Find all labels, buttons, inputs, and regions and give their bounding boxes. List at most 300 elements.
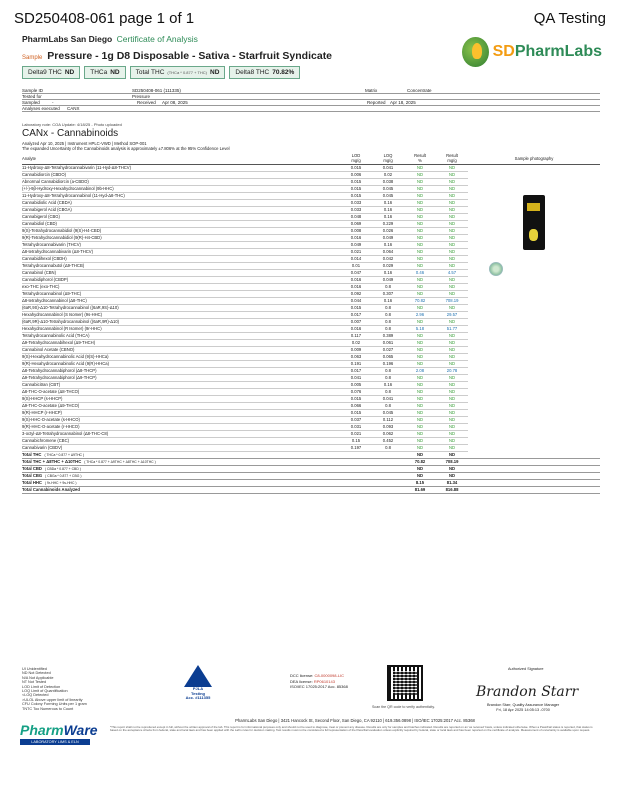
table-row <box>22 311 600 318</box>
analyte-name: (6aR,9R)-Δ10-Tetrahydrocannabinol ((6aR,9R)-Δ10) <box>22 318 340 325</box>
lab-name: PharmLabs San Diego <box>22 34 113 44</box>
result-pct: 5.18 <box>404 325 436 332</box>
analyte-name: Cannabidiolic Acid (CBDA) <box>22 199 340 206</box>
table-row <box>22 304 600 311</box>
table-row <box>22 241 600 248</box>
result-pct: ND <box>404 276 436 283</box>
result-pct: ND <box>404 283 436 290</box>
dea-number: RP0610143 <box>313 678 335 684</box>
qr-caption: Scan the QR code to verify authenticity. <box>372 705 435 709</box>
photo-cell <box>468 269 600 276</box>
lod-value: 0.015 <box>340 304 372 311</box>
signature-heading: Authorized Signature <box>508 667 544 671</box>
pharmware-text-a: Pharm <box>20 722 64 738</box>
loq-value: 0.064 <box>372 248 404 255</box>
result-pct: ND <box>404 437 436 444</box>
legend-item: LOQ Limit of Quantification <box>22 689 68 694</box>
result-pct: ND <box>404 346 436 353</box>
total-pct: 8.15 <box>404 479 436 486</box>
photo-cell <box>468 395 600 402</box>
analyte-name: Tetrahydrocannabinol (Δ9-THC) <box>22 290 340 297</box>
result-mg: ND <box>436 374 468 381</box>
sample-photo-product <box>523 195 545 250</box>
loq-value: 0.16 <box>372 213 404 220</box>
lod-value: 0.008 <box>340 227 372 234</box>
loq-value: 0.8 <box>372 374 404 381</box>
photo-cell <box>468 479 600 486</box>
result-pct: ND <box>404 206 436 213</box>
tested-for-value: Pressure <box>132 94 151 99</box>
loq-value: 0.8 <box>372 325 404 332</box>
result-mg: ND <box>436 339 468 346</box>
total-name: Total Cannabinoids Analyzed <box>22 486 80 492</box>
table-row <box>22 283 600 290</box>
empty-cell <box>372 486 404 493</box>
footer-disclaimer: *This report shall not be reproduced except in full, without the written approval of the lab. This report is for informational purposes only and should not be used to diagnose, treat or prevent any disease. Results are only for samples and batches indicated. Results are reported on an 'as received' basis, unless indicated otherwise. When a Pass/Fail status is reported, that status is based on the acceptance criteria from federal, state and local laws and has been applied with the Lab's rules for decision making. Test results must not be considered a full representation of the Pass/Fail evaluation unless explicitly required by federal, state or local laws and has been reported on the certificate of analysis. Measurement of uncertainty is available upon request. <box>110 725 593 733</box>
logo-text-pharmlabs: PharmLabs <box>514 43 602 60</box>
analyte-name: Cannabinol Acetate (CBNO) <box>22 346 340 353</box>
table-row <box>22 290 600 297</box>
pjla-line: Testing <box>191 690 205 696</box>
result-pct: ND <box>404 255 436 262</box>
badge-delta8-thc <box>229 66 300 79</box>
total-row <box>22 479 600 486</box>
analyses-value: CANX <box>67 106 80 111</box>
total-mg: 816.88 <box>436 486 468 493</box>
col-result-mg <box>436 154 468 164</box>
analyte-name: Cannabigerol (CBG) <box>22 213 340 220</box>
loq-value: 0.307 <box>372 290 404 297</box>
loq-value: 0.027 <box>372 346 404 353</box>
result-mg: ND <box>436 255 468 262</box>
table-row <box>22 374 600 381</box>
lod-value: 0.092 <box>340 290 372 297</box>
result-mg: ND <box>436 248 468 255</box>
sample-info <box>22 88 600 112</box>
analyte-name: Hexahydrocannabinol (S Isomer) (9s-HHC) <box>22 311 340 318</box>
result-pct: ND <box>404 360 436 367</box>
logo-text-sd: SD <box>492 43 515 60</box>
total-formula: ( THCa * 0.877 + Δ9THC ) <box>44 452 85 457</box>
analyte-name: 9(R)-HHC-O-acetate (r-HHCO) <box>22 423 340 430</box>
photo-cell <box>468 451 600 458</box>
lod-value: 0.047 <box>340 269 372 276</box>
pharmware-logo <box>20 722 98 745</box>
info-label: Matrix <box>365 88 378 93</box>
lod-value: 0.015 <box>340 178 372 185</box>
product-line <box>22 50 332 62</box>
photo-cell <box>468 374 600 381</box>
result-mg: ND <box>436 360 468 367</box>
photo-cell <box>468 262 600 269</box>
lod-value: 0.016 <box>340 276 372 283</box>
license-block <box>290 673 348 690</box>
table-row <box>22 262 600 269</box>
result-mg: ND <box>436 346 468 353</box>
analyte-name: Cannabicitran (CBT) <box>22 381 340 388</box>
qa-testing-label: QA Testing <box>533 10 606 27</box>
analyte-name: Δ8-Tetrahydrocannabiphorol (Δ8-THCP) <box>22 367 340 374</box>
result-pct: ND <box>404 423 436 430</box>
loq-value: 0.16 <box>372 297 404 304</box>
laboratory-note: Laboratory note: COA Update: 4/18/25 - Photo uploaded <box>22 122 122 127</box>
cannabinoids-table <box>22 154 600 494</box>
lod-value: 0.009 <box>340 346 372 353</box>
total-mg: ND <box>436 451 468 458</box>
analyte-name: 9(R)-Hexahydrocannabinolic Acid (9(R)-HHCa) <box>22 360 340 367</box>
received-value: Apr 08, 2025 <box>162 100 188 105</box>
loq-value: 0.452 <box>372 437 404 444</box>
product-name: Pressure - 1g D8 Disposable - Sativa - Starfruit Syndicate <box>47 50 333 62</box>
lod-value: 0.02 <box>340 339 372 346</box>
result-mg: ND <box>436 304 468 311</box>
table-row <box>22 269 600 276</box>
table-row <box>22 360 600 367</box>
photo-cell <box>468 346 600 353</box>
photo-cell <box>468 388 600 395</box>
result-mg: ND <box>436 423 468 430</box>
lod-value: 0.033 <box>340 199 372 206</box>
iso-accreditation: ISO/IEC 17025:2017 Acc. 85368 <box>290 684 348 689</box>
table-row <box>22 234 600 241</box>
result-mg: ND <box>436 388 468 395</box>
document-title: SD250408-061 page 1 of 1 <box>14 10 195 27</box>
result-mg: ND <box>436 241 468 248</box>
photo-cell <box>468 437 600 444</box>
lod-value: 0.031 <box>340 423 372 430</box>
col-unit: mg/g <box>383 157 393 163</box>
result-mg: 20.78 <box>436 367 468 374</box>
analyte-name: 9(R)-Tetrahydrocannabidiol (9(R)-H4-CBD) <box>22 234 340 241</box>
result-pct: ND <box>404 171 436 178</box>
table-row <box>22 220 600 227</box>
result-pct: ND <box>404 332 436 339</box>
table-row <box>22 339 600 346</box>
result-mg: ND <box>436 192 468 199</box>
total-formula: ( 9r-HHC + 9s-HHC ) <box>44 480 77 485</box>
table-row <box>22 164 600 171</box>
lod-value: 0.117 <box>340 332 372 339</box>
table-row <box>22 381 600 388</box>
signature-date: Fri, 18 Apr 2025 14:05:13 -0700 <box>496 707 550 712</box>
analyte-name: Δ9-Tetrahydrocannabiphorol (Δ9-THCP) <box>22 374 340 381</box>
lod-value: 0.048 <box>340 213 372 220</box>
loq-value: 0.065 <box>372 353 404 360</box>
table-row <box>22 395 600 402</box>
photo-cell <box>468 353 600 360</box>
loq-value: 0.16 <box>372 381 404 388</box>
lod-value: 0.016 <box>340 234 372 241</box>
table-row <box>22 192 600 199</box>
lod-value: 0.015 <box>340 164 372 171</box>
photo-cell <box>468 339 600 346</box>
total-row <box>22 458 600 465</box>
loq-value: 0.8 <box>372 367 404 374</box>
photo-cell <box>468 367 600 374</box>
badge-thca <box>84 66 125 79</box>
lod-value: 0.191 <box>340 360 372 367</box>
result-mg: ND <box>436 220 468 227</box>
analyte-name: 9(S)-HHCP (s-HHCP) <box>22 395 340 402</box>
table-row <box>22 297 600 304</box>
photo-cell <box>468 409 600 416</box>
table-row <box>22 437 600 444</box>
loq-value: 0.389 <box>372 332 404 339</box>
result-pct: ND <box>404 185 436 192</box>
result-mg: ND <box>436 171 468 178</box>
potency-badges <box>22 66 300 79</box>
sdpharmlabs-logo <box>462 34 602 70</box>
analyte-name: 9(S)-HHC-O-acetate (s-HHCO) <box>22 416 340 423</box>
result-pct: ND <box>404 409 436 416</box>
analyte-name: Cannabinol (CBN) <box>22 269 340 276</box>
result-mg: ND <box>436 444 468 451</box>
photo-cell <box>468 255 600 262</box>
legend-item: N/A Not Applicable <box>22 675 54 680</box>
license-label: DCC license: <box>290 673 314 678</box>
loq-value: 0.8 <box>372 311 404 318</box>
analyte-name: 11-Hydroxy-Δ8-Tetrahydrocannabivarin (11-Hyd-Δ8-THCV) <box>22 164 340 171</box>
table-row <box>22 423 600 430</box>
photo-cell <box>468 458 600 465</box>
result-pct: ND <box>404 241 436 248</box>
pjla-accreditation-logo <box>180 665 216 705</box>
col-unit: mg/g <box>447 157 457 163</box>
empty-cell <box>340 465 372 472</box>
total-formula: ( CBGa * 0.877 + CBG ) <box>45 473 82 478</box>
total-pct: ND <box>404 465 436 472</box>
photo-cell <box>468 381 600 388</box>
lod-value: 0.041 <box>340 374 372 381</box>
legend-item: UI Unidentified <box>22 667 47 671</box>
result-mg: ND <box>436 276 468 283</box>
lod-value: 0.15 <box>340 437 372 444</box>
lod-value: 0.015 <box>340 395 372 402</box>
total-label <box>22 451 340 458</box>
total-label <box>22 479 340 486</box>
sample-photo-swatch <box>489 262 503 276</box>
legend-item: TNTC Too Numerous to Count <box>22 706 74 711</box>
qr-pattern <box>393 671 417 695</box>
total-row <box>22 472 600 479</box>
result-mg: 51.77 <box>436 325 468 332</box>
pjla-line: Acc. #111355 <box>185 695 211 700</box>
total-name: Total CBD <box>22 465 42 471</box>
info-label: Sample ID <box>22 88 44 93</box>
badge-label: Total THC <box>135 69 165 76</box>
section-title: CANx - Cannabinoids <box>22 128 119 139</box>
total-mg: ND <box>436 472 468 479</box>
photo-cell <box>468 465 600 472</box>
col-analyte: Analyte <box>22 154 340 164</box>
result-mg: ND <box>436 437 468 444</box>
photo-cell <box>468 402 600 409</box>
badge-value: ND <box>64 69 75 76</box>
photo-cell <box>468 276 600 283</box>
result-pct: ND <box>404 248 436 255</box>
result-mg: ND <box>436 332 468 339</box>
loq-value: 0.8 <box>372 304 404 311</box>
empty-cell <box>340 479 372 486</box>
analyte-name: Tetrahydrocannabutol (Δ9-THCB) <box>22 262 340 269</box>
analyte-name: Cannabivarin (CBDV) <box>22 444 340 451</box>
lod-value: 0.005 <box>340 381 372 388</box>
table-row <box>22 248 600 255</box>
result-pct: ND <box>404 227 436 234</box>
result-pct: ND <box>404 395 436 402</box>
lod-value: 0.049 <box>340 241 372 248</box>
loq-value: 0.112 <box>372 416 404 423</box>
lod-value: 0.007 <box>340 318 372 325</box>
table-row <box>22 185 600 192</box>
verification-qr-code[interactable] <box>387 665 423 701</box>
badge-label: Delta9 THC <box>28 69 62 76</box>
photo-cell <box>468 178 600 185</box>
empty-cell <box>372 451 404 458</box>
table-row <box>22 353 600 360</box>
loq-value: 0.049 <box>372 234 404 241</box>
total-pct: ND <box>404 451 436 458</box>
lod-value: 0.016 <box>340 325 372 332</box>
col-lod <box>340 154 372 164</box>
analyte-name: Cannabigerol Acid (CBGA) <box>22 206 340 213</box>
table-row <box>22 346 600 353</box>
result-pct: ND <box>404 262 436 269</box>
lod-value: 0.066 <box>340 402 372 409</box>
analyzed-line: Analyzed Apr 10, 2025 | Instrument HPLC-VWD | Method SOP-001 <box>22 141 147 146</box>
photo-cell <box>468 423 600 430</box>
analyte-name: Cannabidiol (CBD) <box>22 220 340 227</box>
loq-value: 0.026 <box>372 227 404 234</box>
legend-item: >ULOL Above upper limit of linearity <box>22 697 83 702</box>
loq-value: 0.045 <box>372 185 404 192</box>
total-pct: 81.69 <box>404 486 436 493</box>
result-pct: ND <box>404 402 436 409</box>
total-label <box>22 465 340 472</box>
total-pct: ND <box>404 472 436 479</box>
badge-value: ND <box>110 69 120 76</box>
lod-value: 0.015 <box>340 192 372 199</box>
analyte-name: 9(S)-Hexahydrocannabinolic Acid (9(S)-HHCa) <box>22 353 340 360</box>
result-pct: ND <box>404 444 436 451</box>
total-label <box>22 472 340 479</box>
badge-label: THCa <box>90 69 108 76</box>
result-mg: ND <box>436 416 468 423</box>
result-mg: ND <box>436 283 468 290</box>
result-pct: ND <box>404 192 436 199</box>
lod-value: 0.033 <box>340 206 372 213</box>
table-body <box>22 164 600 493</box>
result-mg: ND <box>436 262 468 269</box>
lod-value: 0.017 <box>340 367 372 374</box>
analyte-name: Δ8-THC-O-acetate (Δ8-THCO) <box>22 388 340 395</box>
uncertainty-line: The expanded Uncertainty of the Cannabinoids analysis is approximately ±7.806% at the 95% Confidence Level <box>22 146 230 151</box>
loq-value: 0.16 <box>372 241 404 248</box>
loq-value: 0.16 <box>372 269 404 276</box>
result-mg: 29.57 <box>436 311 468 318</box>
loq-value: 0.196 <box>372 360 404 367</box>
loq-value: 0.049 <box>372 276 404 283</box>
result-mg: ND <box>436 185 468 192</box>
result-mg: ND <box>436 395 468 402</box>
result-pct: 70.82 <box>404 297 436 304</box>
result-pct: ND <box>404 381 436 388</box>
table-row <box>22 444 600 451</box>
result-mg: ND <box>436 206 468 213</box>
pharmware-wordmark <box>20 722 98 738</box>
result-mg: 708.19 <box>436 297 468 304</box>
info-label: Tested for <box>22 94 42 99</box>
analyte-name: 11-Hydroxy-Δ8-Tetrahydrocannabinol (11-Hyd-Δ8-THC) <box>22 192 340 199</box>
lod-value: 0.017 <box>340 311 372 318</box>
pharmware-text-b: Ware <box>63 722 98 738</box>
result-mg: ND <box>436 409 468 416</box>
photo-cell <box>468 185 600 192</box>
result-pct: ND <box>404 388 436 395</box>
logo-text <box>493 43 602 61</box>
result-mg: ND <box>436 381 468 388</box>
legend-item: <LOQ Detected <box>22 693 49 698</box>
loq-value: 0.041 <box>372 395 404 402</box>
loq-value: 0.8 <box>372 318 404 325</box>
result-pct: 0.46 <box>404 269 436 276</box>
result-mg: ND <box>436 430 468 437</box>
result-pct: 2.96 <box>404 311 436 318</box>
col-sample-photo: Sample photography <box>468 154 600 164</box>
result-pct: ND <box>404 178 436 185</box>
total-pct: 70.82 <box>404 458 436 465</box>
result-mg: 4.57 <box>436 269 468 276</box>
lod-value: 0.015 <box>340 185 372 192</box>
total-row <box>22 451 600 458</box>
analyte-name: 9(S)-Tetrahydrocannabidiol (9(S)-H4-CBD) <box>22 227 340 234</box>
total-name: Total CBG <box>22 472 43 478</box>
col-lod-label: LOD <box>351 153 361 159</box>
badge-delta9-thc <box>22 66 80 79</box>
reported-value: Apr 18, 2025 <box>390 100 416 105</box>
result-pct: ND <box>404 339 436 346</box>
result-pct: ND <box>404 213 436 220</box>
legend-item: NT Not Tested <box>22 680 47 685</box>
result-mg: ND <box>436 199 468 206</box>
table-row <box>22 318 600 325</box>
info-label: Analyses executed <box>22 106 60 111</box>
lod-value: 0.076 <box>340 388 372 395</box>
empty-cell <box>340 458 372 465</box>
lod-value: 0.015 <box>340 409 372 416</box>
lod-value: 0.016 <box>340 283 372 290</box>
analyte-name: Δ9-Tetrahydrocannabihexol (Δ9-THCH) <box>22 339 340 346</box>
footer-address: PharmLabs San Diego | 3421 Hancock St, Second Floor, San Diego, CA 92110 | 619.356.0898 | ISO/IEC 17025:2017 Acc. 85368 <box>235 718 475 723</box>
table-row <box>22 325 600 332</box>
result-pct: ND <box>404 374 436 381</box>
table-header-row <box>22 154 600 164</box>
result-pct: ND <box>404 199 436 206</box>
info-label: Sampled <box>22 100 40 105</box>
photo-cell <box>468 304 600 311</box>
table-row <box>22 255 600 262</box>
result-pct: ND <box>404 234 436 241</box>
analyte-name: Δ8-tetrahydrocannabivarin (Δ8-THCV) <box>22 248 340 255</box>
analyte-name: Tetrahydrocannabivarin (THCV) <box>22 241 340 248</box>
empty-cell <box>340 486 372 493</box>
photo-cell <box>468 325 600 332</box>
col-result-label: Result <box>414 153 426 159</box>
col-loq-label: LOQ <box>383 153 393 159</box>
photo-cell <box>468 486 600 493</box>
analyte-name: exo-THC (exo-THC) <box>22 283 340 290</box>
result-pct: ND <box>404 353 436 360</box>
